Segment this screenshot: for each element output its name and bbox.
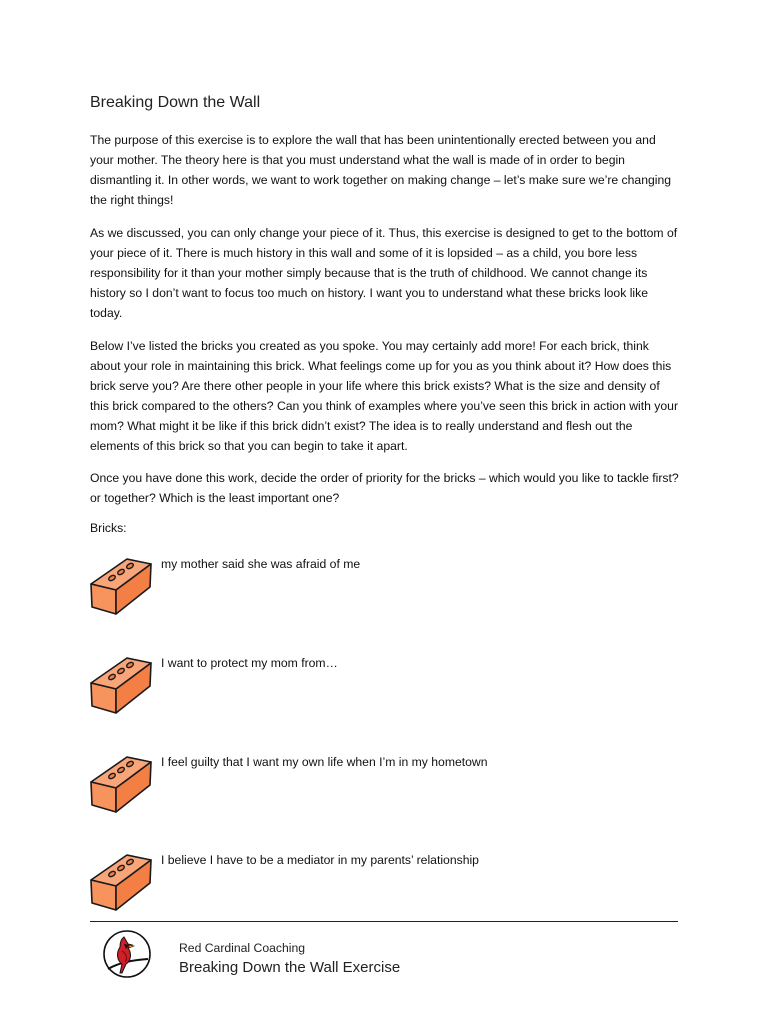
brick-text: my mother said she was afraid of me	[161, 557, 361, 571]
paragraph-purpose: The purpose of this exercise is to explore the wall that has been unintentionally erected between you and your mother. The theory here is that you must understand what the wall is made of in order to begin dismantling it. In other words, we want to work together on making change – let’s make sure we’re changing the right things!	[90, 133, 672, 207]
brick-icon	[88, 752, 154, 816]
brick-text: I believe I have to be a mediator in my parents’ relationship	[161, 853, 479, 867]
paragraph-instructions: Below I’ve listed the bricks you created as you spoke. You may certainly add more! For each brick, think about your role in maintaining this brick. What feelings come up for you as you think about it? How does this brick serve you? Are there other people in your life where this brick exists? What is the size and density of this brick compared to the others? Can you think of examples where you’ve seen this brick in action with your mom? What might it be like if this brick didn’t exist? The idea is to really understand and flesh out the elements of this brick so that you can begin to take it apart.	[90, 339, 678, 453]
bricks-label: Bricks:	[90, 521, 127, 535]
company-name: Red Cardinal Coaching	[179, 941, 306, 955]
brick-text: I want to protect my mom from…	[161, 656, 338, 670]
brick-text: I feel guilty that I want my own life when I’m in my hometown	[161, 755, 488, 769]
brick-item	[88, 850, 688, 916]
brick-item	[88, 752, 688, 818]
paragraph-priority: Once you have done this work, decide the order of priority for the bricks – which would you like to tackle first? or together? Which is the least important one?	[90, 471, 679, 505]
footer-document-name: Breaking Down the Wall Exercise	[179, 959, 401, 976]
brick-icon	[88, 850, 154, 914]
paragraph-discussion: As we discussed, you can only change your piece of it. Thus, this exercise is designed to get to the bottom of your piece of it. There is much history in this wall and some of it is lopsided – as a child, you bore less responsibility for it than your mother simply because that is the truth of childhood. We cannot change its history so I don’t want to focus too much on history. I want you to understand what these bricks look like today.	[90, 226, 678, 320]
brick-item	[88, 554, 688, 620]
brick-icon	[88, 653, 154, 717]
brick-item	[88, 653, 688, 719]
brick-icon	[88, 554, 154, 618]
footer-divider	[90, 921, 678, 922]
document-title: Breaking Down the Wall	[90, 94, 261, 111]
red-cardinal-logo-icon	[102, 929, 152, 979]
